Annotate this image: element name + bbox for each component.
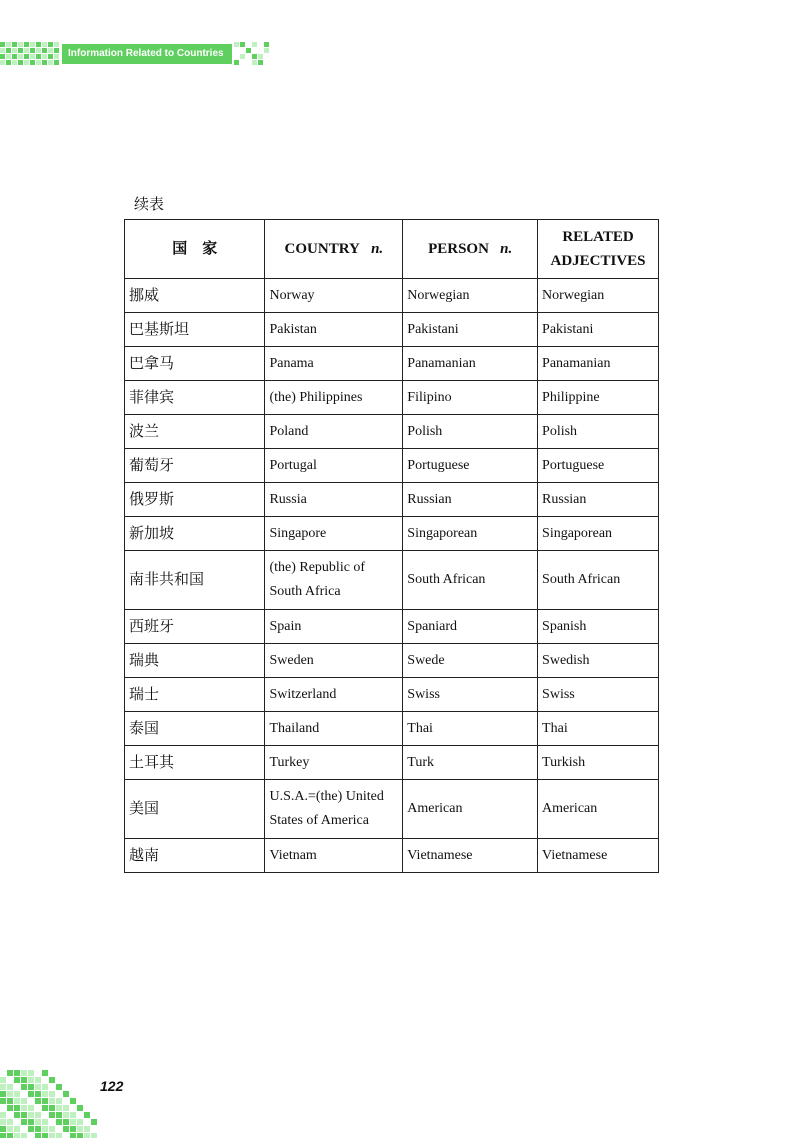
cell-chinese-name-text: 巴基斯坦 xyxy=(129,321,190,338)
cell-country-text: Sweden xyxy=(269,652,314,668)
cell-country-text: Norway xyxy=(269,287,315,303)
cell-chinese-name xyxy=(125,449,265,483)
cell-chinese-name xyxy=(125,415,265,449)
cell-person-text: Spaniard xyxy=(407,618,458,634)
header-banner xyxy=(62,44,232,64)
cell-adjective-text: Panamanian xyxy=(542,355,611,371)
cell-country xyxy=(265,780,403,839)
cell-country xyxy=(265,381,403,415)
cell-country xyxy=(265,347,403,381)
cell-country-text: Panama xyxy=(269,355,314,371)
cell-country-text: Portugal xyxy=(269,457,317,473)
cell-person-text: Pakistani xyxy=(407,321,459,337)
cell-country-text: Russia xyxy=(269,491,307,507)
cell-chinese-name-text: 俄罗斯 xyxy=(129,491,175,508)
cell-person-text: Singaporean xyxy=(407,525,478,541)
cell-person-text: American xyxy=(407,801,463,816)
cell-adjective xyxy=(538,449,659,483)
cell-country-text: Spain xyxy=(269,618,302,634)
cell-chinese-name xyxy=(125,551,265,610)
cell-chinese-name xyxy=(125,381,265,415)
cell-person xyxy=(403,746,538,780)
table-row xyxy=(125,483,659,517)
cell-person xyxy=(403,381,538,415)
cell-adjective-text: Swedish xyxy=(542,652,590,668)
cell-country-line2-text: States of America xyxy=(269,813,369,828)
header-adjectives-line1: RELATED xyxy=(562,229,634,245)
cell-country xyxy=(265,415,403,449)
cell-chinese-name-text: 南非共和国 xyxy=(129,572,205,588)
cell-adjective-text: Philippine xyxy=(542,389,600,405)
cell-person-text: Norwegian xyxy=(407,287,470,303)
cell-adjective xyxy=(538,712,659,746)
cell-adjective xyxy=(538,644,659,678)
cell-adjective-text: Singaporean xyxy=(542,525,613,541)
cell-country-text: Vietnam xyxy=(269,847,317,863)
cell-adjective-text: Spanish xyxy=(542,618,587,634)
cell-person-text: Turk xyxy=(407,754,435,770)
countries-table xyxy=(124,219,659,873)
cell-country-text: Singapore xyxy=(269,525,327,541)
cell-chinese-name xyxy=(125,780,265,839)
cell-country xyxy=(265,712,403,746)
cell-person-text: Thai xyxy=(407,720,433,736)
cell-person xyxy=(403,415,538,449)
footer-pixel-pattern xyxy=(0,1070,100,1138)
table-row xyxy=(125,644,659,678)
cell-chinese-name xyxy=(125,712,265,746)
table-row xyxy=(125,780,659,839)
header-chinese-name: 国 家 xyxy=(125,220,265,279)
table-row xyxy=(125,517,659,551)
table-row xyxy=(125,449,659,483)
cell-adjective-text: South African xyxy=(542,572,621,587)
cell-person xyxy=(403,644,538,678)
header-banner-text: Information Related to Countries xyxy=(68,48,224,59)
cell-chinese-name-text: 瑞典 xyxy=(129,652,160,669)
cell-adjective-text: Swiss xyxy=(542,686,575,702)
cell-person-text: Swede xyxy=(407,652,445,668)
continued-label: 续表 xyxy=(134,197,165,213)
table-row xyxy=(125,839,659,873)
cell-adjective xyxy=(538,551,659,610)
table-row xyxy=(125,279,659,313)
cell-chinese-name xyxy=(125,678,265,712)
cell-country xyxy=(265,483,403,517)
cell-country-text: Turkey xyxy=(269,754,310,770)
cell-chinese-name xyxy=(125,746,265,780)
cell-person xyxy=(403,313,538,347)
cell-adjective xyxy=(538,839,659,873)
cell-adjective xyxy=(538,381,659,415)
cell-country xyxy=(265,551,403,610)
cell-chinese-name xyxy=(125,610,265,644)
cell-adjective-text: Pakistani xyxy=(542,321,594,337)
cell-adjective-text: Vietnamese xyxy=(542,847,608,863)
cell-person xyxy=(403,347,538,381)
cell-person xyxy=(403,551,538,610)
header-person-pos: n. xyxy=(500,241,513,257)
table-row xyxy=(125,746,659,780)
cell-country xyxy=(265,517,403,551)
cell-country-text: Poland xyxy=(269,423,309,439)
cell-chinese-name-text: 菲律宾 xyxy=(129,389,175,406)
header-country-word: COUNTRY xyxy=(284,241,360,257)
cell-person-text: Polish xyxy=(407,423,443,439)
cell-country-text: Switzerland xyxy=(269,686,337,702)
cell-country-text: Thailand xyxy=(269,720,320,736)
cell-chinese-name xyxy=(125,483,265,517)
cell-person-text: Portuguese xyxy=(407,457,470,473)
cell-chinese-name xyxy=(125,839,265,873)
cell-chinese-name-text: 西班牙 xyxy=(129,618,175,635)
cell-chinese-name xyxy=(125,644,265,678)
table-row xyxy=(125,712,659,746)
cell-adjective xyxy=(538,347,659,381)
table-row xyxy=(125,551,659,610)
cell-person xyxy=(403,449,538,483)
header-adjectives-line2: ADJECTIVES xyxy=(550,253,646,269)
page-number: 122 xyxy=(100,1078,124,1094)
cell-country xyxy=(265,610,403,644)
cell-country-text: (the) Philippines xyxy=(269,389,363,405)
cell-chinese-name xyxy=(125,279,265,313)
cell-chinese-name xyxy=(125,313,265,347)
cell-country xyxy=(265,279,403,313)
table-row xyxy=(125,678,659,712)
cell-person xyxy=(403,483,538,517)
cell-chinese-name-text: 瑞士 xyxy=(129,686,160,703)
cell-person xyxy=(403,610,538,644)
cell-chinese-name-text: 泰国 xyxy=(129,720,160,737)
header-country-pos: n. xyxy=(371,241,384,257)
table-row xyxy=(125,313,659,347)
table-header-row xyxy=(125,220,659,279)
cell-adjective-text: Thai xyxy=(542,720,568,736)
cell-adjective xyxy=(538,415,659,449)
cell-adjective-text: Polish xyxy=(542,423,578,439)
cell-country-text: (the) Republic of xyxy=(269,560,366,575)
cell-country-text: U.S.A.=(the) United xyxy=(269,789,384,804)
cell-adjective xyxy=(538,746,659,780)
cell-adjective xyxy=(538,610,659,644)
cell-person-text: Swiss xyxy=(407,686,440,702)
table-body xyxy=(125,279,659,873)
table-row xyxy=(125,347,659,381)
cell-country xyxy=(265,449,403,483)
cell-country-line2-text: South Africa xyxy=(269,584,341,599)
cell-country xyxy=(265,746,403,780)
cell-chinese-name-text: 土耳其 xyxy=(129,754,175,771)
cell-country xyxy=(265,644,403,678)
cell-chinese-name-text: 美国 xyxy=(129,801,160,817)
cell-country-text: Pakistan xyxy=(269,321,317,337)
cell-person xyxy=(403,712,538,746)
cell-chinese-name-text: 越南 xyxy=(129,847,160,864)
table-row xyxy=(125,610,659,644)
cell-person xyxy=(403,279,538,313)
cell-adjective xyxy=(538,279,659,313)
cell-chinese-name-text: 新加坡 xyxy=(129,525,175,542)
cell-chinese-name xyxy=(125,517,265,551)
cell-person-text: Russian xyxy=(407,491,452,507)
cell-adjective-text: Norwegian xyxy=(542,287,605,303)
cell-person xyxy=(403,839,538,873)
cell-chinese-name xyxy=(125,347,265,381)
cell-country xyxy=(265,678,403,712)
cell-person-text: Filipino xyxy=(407,389,452,405)
cell-adjective-text: Turkish xyxy=(542,754,586,770)
table-row xyxy=(125,415,659,449)
header-person-word: PERSON xyxy=(428,241,489,257)
cell-adjective-text: Russian xyxy=(542,491,587,507)
table-row xyxy=(125,381,659,415)
cell-adjective xyxy=(538,517,659,551)
cell-adjective xyxy=(538,678,659,712)
cell-adjective xyxy=(538,483,659,517)
header-person xyxy=(403,220,538,279)
cell-person xyxy=(403,678,538,712)
cell-chinese-name-text: 挪威 xyxy=(129,287,160,304)
cell-adjective-text: Portuguese xyxy=(542,457,605,473)
cell-country xyxy=(265,839,403,873)
cell-adjective xyxy=(538,780,659,839)
cell-person-text: South African xyxy=(407,572,486,587)
cell-adjective-text: American xyxy=(542,801,598,816)
cell-chinese-name-text: 葡萄牙 xyxy=(129,457,175,474)
cell-chinese-name-text: 波兰 xyxy=(129,423,160,440)
cell-country xyxy=(265,313,403,347)
cell-person-text: Panamanian xyxy=(407,355,476,371)
header-related-adjectives xyxy=(538,220,659,279)
header-country xyxy=(265,220,403,279)
cell-person-text: Vietnamese xyxy=(407,847,473,863)
cell-person xyxy=(403,780,538,839)
cell-person xyxy=(403,517,538,551)
cell-adjective xyxy=(538,313,659,347)
cell-chinese-name-text: 巴拿马 xyxy=(129,355,175,372)
